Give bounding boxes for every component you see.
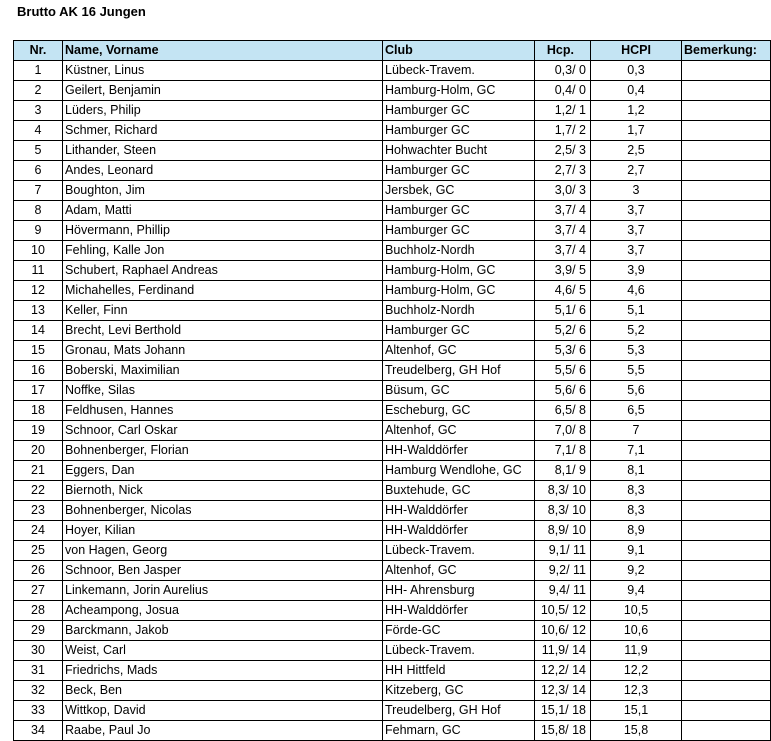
table-row bbox=[14, 401, 771, 421]
cell-nr: 5 bbox=[14, 141, 63, 161]
cell-name: Michahelles, Ferdinand bbox=[63, 281, 383, 301]
cell-hcpi: 3 bbox=[591, 181, 682, 201]
cell-club: Jersbek, GC bbox=[383, 181, 535, 201]
cell-bemerkung bbox=[682, 361, 771, 381]
cell-name: Feldhusen, Hannes bbox=[63, 401, 383, 421]
table-row bbox=[14, 181, 771, 201]
cell-bemerkung bbox=[682, 401, 771, 421]
table-row bbox=[14, 241, 771, 261]
cell-hcp: 2,5/ 3 bbox=[535, 141, 591, 161]
cell-name: Schnoor, Carl Oskar bbox=[63, 421, 383, 441]
cell-hcpi: 5,3 bbox=[591, 341, 682, 361]
cell-hcpi: 4,6 bbox=[591, 281, 682, 301]
cell-club: HH-Walddörfer bbox=[383, 601, 535, 621]
cell-hcp: 3,0/ 3 bbox=[535, 181, 591, 201]
cell-name: Friedrichs, Mads bbox=[63, 661, 383, 681]
cell-hcp: 15,1/ 18 bbox=[535, 701, 591, 721]
table-row bbox=[14, 561, 771, 581]
cell-club: Altenhof, GC bbox=[383, 561, 535, 581]
cell-name: Küstner, Linus bbox=[63, 61, 383, 81]
cell-hcpi: 5,1 bbox=[591, 301, 682, 321]
cell-nr: 32 bbox=[14, 681, 63, 701]
cell-hcp: 4,6/ 5 bbox=[535, 281, 591, 301]
cell-club: Buchholz-Nordh bbox=[383, 241, 535, 261]
cell-hcp: 3,7/ 4 bbox=[535, 221, 591, 241]
header-row bbox=[14, 41, 771, 61]
cell-hcp: 8,3/ 10 bbox=[535, 481, 591, 501]
header-nr: Nr. bbox=[14, 41, 63, 61]
cell-hcp: 6,5/ 8 bbox=[535, 401, 591, 421]
cell-club: Altenhof, GC bbox=[383, 421, 535, 441]
cell-nr: 23 bbox=[14, 501, 63, 521]
cell-hcpi: 3,7 bbox=[591, 241, 682, 261]
cell-name: Linkemann, Jorin Aurelius bbox=[63, 581, 383, 601]
cell-name: Bohnenberger, Nicolas bbox=[63, 501, 383, 521]
cell-hcpi: 7,1 bbox=[591, 441, 682, 461]
table-row bbox=[14, 301, 771, 321]
cell-club: HH-Walddörfer bbox=[383, 521, 535, 541]
cell-club: HH- Ahrensburg bbox=[383, 581, 535, 601]
cell-club: Lübeck-Travem. bbox=[383, 61, 535, 81]
cell-name: Biernoth, Nick bbox=[63, 481, 383, 501]
cell-nr: 6 bbox=[14, 161, 63, 181]
cell-hcp: 7,1/ 8 bbox=[535, 441, 591, 461]
cell-hcp: 12,2/ 14 bbox=[535, 661, 591, 681]
cell-name: Andes, Leonard bbox=[63, 161, 383, 181]
cell-name: Gronau, Mats Johann bbox=[63, 341, 383, 361]
cell-club: Treudelberg, GH Hof bbox=[383, 701, 535, 721]
cell-club: Kitzeberg, GC bbox=[383, 681, 535, 701]
cell-hcp: 15,8/ 18 bbox=[535, 721, 591, 741]
cell-name: Adam, Matti bbox=[63, 201, 383, 221]
cell-club: Lübeck-Travem. bbox=[383, 541, 535, 561]
cell-club: Altenhof, GC bbox=[383, 341, 535, 361]
cell-bemerkung bbox=[682, 681, 771, 701]
table-row bbox=[14, 201, 771, 221]
cell-hcpi: 15,1 bbox=[591, 701, 682, 721]
cell-name: Weist, Carl bbox=[63, 641, 383, 661]
cell-bemerkung bbox=[682, 421, 771, 441]
cell-bemerkung bbox=[682, 61, 771, 81]
cell-bemerkung bbox=[682, 101, 771, 121]
cell-hcp: 3,7/ 4 bbox=[535, 201, 591, 221]
table-row bbox=[14, 221, 771, 241]
cell-name: Barckmann, Jakob bbox=[63, 621, 383, 641]
cell-bemerkung bbox=[682, 341, 771, 361]
cell-bemerkung bbox=[682, 241, 771, 261]
table-row bbox=[14, 621, 771, 641]
cell-club: Hamburger GC bbox=[383, 321, 535, 341]
header-bemerkung: Bemerkung: bbox=[682, 41, 771, 61]
cell-hcp: 5,2/ 6 bbox=[535, 321, 591, 341]
cell-club: Fehmarn, GC bbox=[383, 721, 535, 741]
table-row bbox=[14, 61, 771, 81]
cell-hcpi: 5,2 bbox=[591, 321, 682, 341]
cell-nr: 16 bbox=[14, 361, 63, 381]
cell-nr: 28 bbox=[14, 601, 63, 621]
cell-name: Raabe, Paul Jo bbox=[63, 721, 383, 741]
cell-hcp: 5,3/ 6 bbox=[535, 341, 591, 361]
cell-bemerkung bbox=[682, 701, 771, 721]
table-row bbox=[14, 261, 771, 281]
cell-name: Lüders, Philip bbox=[63, 101, 383, 121]
cell-hcp: 3,9/ 5 bbox=[535, 261, 591, 281]
cell-club: Buchholz-Nordh bbox=[383, 301, 535, 321]
cell-bemerkung bbox=[682, 581, 771, 601]
cell-club: Escheburg, GC bbox=[383, 401, 535, 421]
cell-bemerkung bbox=[682, 621, 771, 641]
cell-nr: 24 bbox=[14, 521, 63, 541]
cell-hcpi: 5,5 bbox=[591, 361, 682, 381]
cell-hcp: 11,9/ 14 bbox=[535, 641, 591, 661]
table-row bbox=[14, 421, 771, 441]
cell-club: Hamburger GC bbox=[383, 201, 535, 221]
table-row bbox=[14, 501, 771, 521]
cell-bemerkung bbox=[682, 441, 771, 461]
cell-hcp: 2,7/ 3 bbox=[535, 161, 591, 181]
header-hcp: Hcp. bbox=[535, 41, 591, 61]
cell-name: Schubert, Raphael Andreas bbox=[63, 261, 383, 281]
cell-hcp: 0,4/ 0 bbox=[535, 81, 591, 101]
cell-hcp: 7,0/ 8 bbox=[535, 421, 591, 441]
cell-hcpi: 9,4 bbox=[591, 581, 682, 601]
participants-table bbox=[13, 40, 771, 741]
cell-bemerkung bbox=[682, 81, 771, 101]
table-row bbox=[14, 101, 771, 121]
cell-bemerkung bbox=[682, 501, 771, 521]
cell-nr: 11 bbox=[14, 261, 63, 281]
cell-name: Bohnenberger, Florian bbox=[63, 441, 383, 461]
cell-name: Boberski, Maximilian bbox=[63, 361, 383, 381]
cell-club: Hamburger GC bbox=[383, 221, 535, 241]
cell-bemerkung bbox=[682, 321, 771, 341]
table-row bbox=[14, 601, 771, 621]
table-row bbox=[14, 581, 771, 601]
cell-club: Hamburg-Holm, GC bbox=[383, 81, 535, 101]
cell-hcpi: 0,3 bbox=[591, 61, 682, 81]
cell-club: Treudelberg, GH Hof bbox=[383, 361, 535, 381]
cell-bemerkung bbox=[682, 601, 771, 621]
cell-name: Hövermann, Phillip bbox=[63, 221, 383, 241]
cell-hcp: 1,7/ 2 bbox=[535, 121, 591, 141]
cell-nr: 14 bbox=[14, 321, 63, 341]
cell-nr: 21 bbox=[14, 461, 63, 481]
cell-nr: 27 bbox=[14, 581, 63, 601]
table-row bbox=[14, 141, 771, 161]
table-body bbox=[14, 61, 771, 741]
cell-hcpi: 3,9 bbox=[591, 261, 682, 281]
cell-nr: 25 bbox=[14, 541, 63, 561]
table-row bbox=[14, 541, 771, 561]
cell-hcpi: 7 bbox=[591, 421, 682, 441]
table-row bbox=[14, 701, 771, 721]
cell-club: Büsum, GC bbox=[383, 381, 535, 401]
cell-club: Hamburger GC bbox=[383, 101, 535, 121]
cell-nr: 13 bbox=[14, 301, 63, 321]
cell-name: Boughton, Jim bbox=[63, 181, 383, 201]
cell-hcpi: 6,5 bbox=[591, 401, 682, 421]
cell-hcpi: 15,8 bbox=[591, 721, 682, 741]
cell-bemerkung bbox=[682, 181, 771, 201]
cell-hcp: 9,4/ 11 bbox=[535, 581, 591, 601]
cell-hcp: 8,3/ 10 bbox=[535, 501, 591, 521]
table-row bbox=[14, 121, 771, 141]
cell-hcpi: 12,2 bbox=[591, 661, 682, 681]
cell-hcpi: 2,5 bbox=[591, 141, 682, 161]
cell-hcpi: 12,3 bbox=[591, 681, 682, 701]
cell-name: von Hagen, Georg bbox=[63, 541, 383, 561]
cell-club: Hamburg-Holm, GC bbox=[383, 281, 535, 301]
table-row bbox=[14, 461, 771, 481]
header-hcpi: HCPI bbox=[591, 41, 682, 61]
cell-nr: 18 bbox=[14, 401, 63, 421]
table-row bbox=[14, 441, 771, 461]
cell-bemerkung bbox=[682, 221, 771, 241]
cell-bemerkung bbox=[682, 661, 771, 681]
cell-bemerkung bbox=[682, 521, 771, 541]
cell-nr: 7 bbox=[14, 181, 63, 201]
cell-name: Beck, Ben bbox=[63, 681, 383, 701]
cell-bemerkung bbox=[682, 121, 771, 141]
cell-hcp: 8,1/ 9 bbox=[535, 461, 591, 481]
cell-bemerkung bbox=[682, 201, 771, 221]
cell-club: Hamburger GC bbox=[383, 121, 535, 141]
cell-nr: 8 bbox=[14, 201, 63, 221]
cell-nr: 34 bbox=[14, 721, 63, 741]
cell-hcpi: 8,3 bbox=[591, 481, 682, 501]
cell-hcpi: 9,2 bbox=[591, 561, 682, 581]
cell-club: Buxtehude, GC bbox=[383, 481, 535, 501]
cell-nr: 1 bbox=[14, 61, 63, 81]
cell-nr: 20 bbox=[14, 441, 63, 461]
table-row bbox=[14, 321, 771, 341]
cell-nr: 4 bbox=[14, 121, 63, 141]
cell-club: Lübeck-Travem. bbox=[383, 641, 535, 661]
cell-hcp: 5,5/ 6 bbox=[535, 361, 591, 381]
cell-name: Hoyer, Kilian bbox=[63, 521, 383, 541]
cell-hcp: 12,3/ 14 bbox=[535, 681, 591, 701]
cell-bemerkung bbox=[682, 481, 771, 501]
cell-hcp: 3,7/ 4 bbox=[535, 241, 591, 261]
cell-bemerkung bbox=[682, 641, 771, 661]
cell-name: Brecht, Levi Berthold bbox=[63, 321, 383, 341]
table-row bbox=[14, 721, 771, 741]
cell-hcp: 9,2/ 11 bbox=[535, 561, 591, 581]
table-row bbox=[14, 641, 771, 661]
table-row bbox=[14, 481, 771, 501]
cell-hcpi: 3,7 bbox=[591, 221, 682, 241]
cell-nr: 33 bbox=[14, 701, 63, 721]
cell-club: Hohwachter Bucht bbox=[383, 141, 535, 161]
cell-hcpi: 9,1 bbox=[591, 541, 682, 561]
cell-club: Hamburger GC bbox=[383, 161, 535, 181]
table-row bbox=[14, 341, 771, 361]
table-row bbox=[14, 661, 771, 681]
cell-hcpi: 10,5 bbox=[591, 601, 682, 621]
cell-club: HH Hittfeld bbox=[383, 661, 535, 681]
cell-nr: 15 bbox=[14, 341, 63, 361]
cell-hcpi: 8,1 bbox=[591, 461, 682, 481]
cell-hcp: 0,3/ 0 bbox=[535, 61, 591, 81]
cell-club: HH-Walddörfer bbox=[383, 441, 535, 461]
cell-club: Förde-GC bbox=[383, 621, 535, 641]
cell-name: Eggers, Dan bbox=[63, 461, 383, 481]
cell-nr: 31 bbox=[14, 661, 63, 681]
table-row bbox=[14, 381, 771, 401]
table-row bbox=[14, 161, 771, 181]
cell-nr: 2 bbox=[14, 81, 63, 101]
cell-nr: 26 bbox=[14, 561, 63, 581]
table-row bbox=[14, 281, 771, 301]
cell-name: Keller, Finn bbox=[63, 301, 383, 321]
cell-nr: 12 bbox=[14, 281, 63, 301]
cell-hcpi: 1,7 bbox=[591, 121, 682, 141]
cell-nr: 30 bbox=[14, 641, 63, 661]
cell-name: Schnoor, Ben Jasper bbox=[63, 561, 383, 581]
cell-nr: 22 bbox=[14, 481, 63, 501]
header-name: Name, Vorname bbox=[63, 41, 383, 61]
cell-hcpi: 3,7 bbox=[591, 201, 682, 221]
cell-name: Wittkop, David bbox=[63, 701, 383, 721]
cell-nr: 19 bbox=[14, 421, 63, 441]
cell-name: Fehling, Kalle Jon bbox=[63, 241, 383, 261]
table-row bbox=[14, 521, 771, 541]
cell-bemerkung bbox=[682, 561, 771, 581]
cell-hcp: 10,6/ 12 bbox=[535, 621, 591, 641]
cell-hcpi: 8,3 bbox=[591, 501, 682, 521]
cell-club: Hamburg-Holm, GC bbox=[383, 261, 535, 281]
cell-nr: 17 bbox=[14, 381, 63, 401]
table-header bbox=[14, 41, 771, 61]
cell-name: Schmer, Richard bbox=[63, 121, 383, 141]
cell-bemerkung bbox=[682, 141, 771, 161]
cell-hcp: 5,1/ 6 bbox=[535, 301, 591, 321]
table-row bbox=[14, 81, 771, 101]
header-club: Club bbox=[383, 41, 535, 61]
cell-name: Lithander, Steen bbox=[63, 141, 383, 161]
cell-hcpi: 0,4 bbox=[591, 81, 682, 101]
cell-hcp: 8,9/ 10 bbox=[535, 521, 591, 541]
cell-bemerkung bbox=[682, 381, 771, 401]
cell-name: Geilert, Benjamin bbox=[63, 81, 383, 101]
cell-nr: 10 bbox=[14, 241, 63, 261]
cell-nr: 29 bbox=[14, 621, 63, 641]
cell-name: Noffke, Silas bbox=[63, 381, 383, 401]
cell-hcpi: 2,7 bbox=[591, 161, 682, 181]
cell-hcp: 1,2/ 1 bbox=[535, 101, 591, 121]
cell-bemerkung bbox=[682, 461, 771, 481]
cell-hcpi: 10,6 bbox=[591, 621, 682, 641]
cell-hcpi: 5,6 bbox=[591, 381, 682, 401]
cell-hcp: 9,1/ 11 bbox=[535, 541, 591, 561]
cell-name: Acheampong, Josua bbox=[63, 601, 383, 621]
table-row bbox=[14, 361, 771, 381]
page-title: Brutto AK 16 Jungen bbox=[17, 4, 146, 19]
cell-bemerkung bbox=[682, 541, 771, 561]
cell-bemerkung bbox=[682, 161, 771, 181]
cell-hcpi: 8,9 bbox=[591, 521, 682, 541]
cell-nr: 9 bbox=[14, 221, 63, 241]
cell-club: Hamburg Wendlohe, GC bbox=[383, 461, 535, 481]
cell-hcpi: 11,9 bbox=[591, 641, 682, 661]
table-row bbox=[14, 681, 771, 701]
cell-bemerkung bbox=[682, 261, 771, 281]
cell-hcp: 5,6/ 6 bbox=[535, 381, 591, 401]
cell-club: HH-Walddörfer bbox=[383, 501, 535, 521]
cell-hcp: 10,5/ 12 bbox=[535, 601, 591, 621]
cell-hcpi: 1,2 bbox=[591, 101, 682, 121]
cell-nr: 3 bbox=[14, 101, 63, 121]
cell-bemerkung bbox=[682, 721, 771, 741]
cell-bemerkung bbox=[682, 281, 771, 301]
cell-bemerkung bbox=[682, 301, 771, 321]
